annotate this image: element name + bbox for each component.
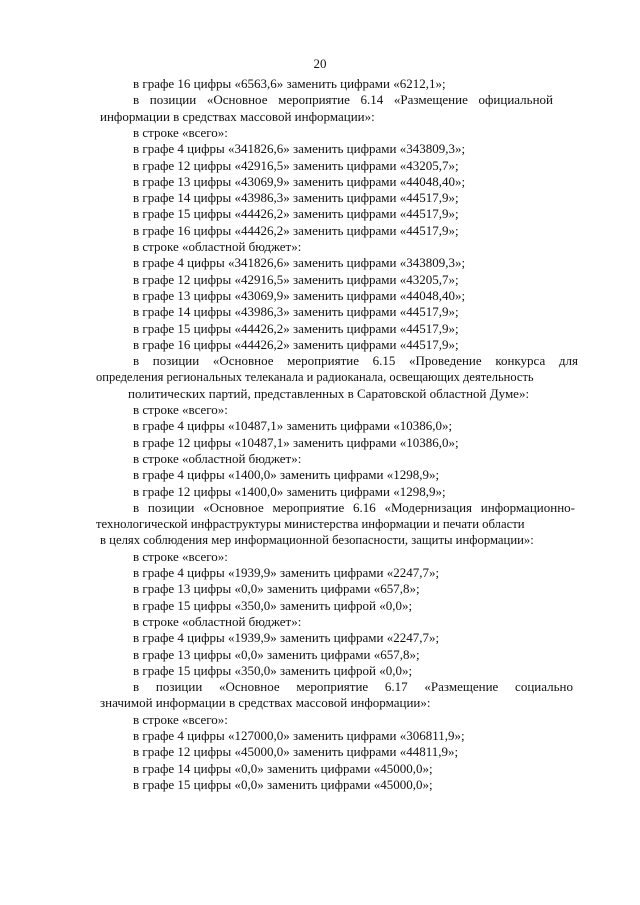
text-line: в графе 14 цифры «43986,3» заменить цифрами «44517,9»; bbox=[133, 190, 459, 206]
text-line: в графе 16 цифры «44426,2» заменить цифрами «44517,9»; bbox=[133, 336, 459, 352]
text-line: в графе 13 цифры «0,0» заменить цифрами «657,8»; bbox=[133, 646, 420, 662]
text-line: в строке «областной бюджет»: bbox=[133, 239, 302, 254]
text-line: в графе 4 цифры «1939,9» заменить цифрами «2247,7»; bbox=[133, 630, 440, 646]
text-line: в графе 13 цифры «43069,9» заменить цифрами «44048,40»; bbox=[133, 173, 466, 189]
text-line: в строке «всего»: bbox=[133, 402, 228, 417]
text-line: в графе 4 цифры «10487,1» заменить цифрами «10386,0»; bbox=[133, 418, 453, 434]
text-line: технологической инфраструктуры министерства информации и печати области bbox=[96, 517, 525, 532]
text-line: политических партий, представленных в Саратовской областной Думе»: bbox=[128, 385, 530, 401]
text-line: в позиции «Основное мероприятие 6.15 «Проведение конкурса для bbox=[133, 353, 578, 369]
text-line: в графе 15 цифры «44426,2» заменить цифрами «44517,9»; bbox=[133, 320, 459, 336]
text-line: в графе 14 цифры «43986,3» заменить цифрами «44517,9»; bbox=[133, 304, 459, 320]
text-line: в графе 4 цифры «341826,6» заменить цифрами «343809,3»; bbox=[133, 141, 466, 157]
text-line: в строке «всего»: bbox=[133, 124, 228, 140]
text-line: в графе 15 цифры «350,0» заменить цифрой «0,0»; bbox=[133, 662, 413, 678]
text-line: определения региональных телеканала и радиоканала, освещающих деятельность bbox=[96, 370, 534, 385]
text-line: в графе 4 цифры «127000,0» заменить цифрами «306811,9»; bbox=[133, 728, 465, 743]
text-line: в графе 13 цифры «0,0» заменить цифрами «657,8»; bbox=[133, 581, 420, 597]
text-line: в строке «всего»: bbox=[133, 548, 228, 564]
text-line: в графе 13 цифры «43069,9» заменить цифрами «44048,40»; bbox=[133, 287, 466, 303]
page-number: 20 bbox=[313, 56, 327, 71]
text-line: в графе 12 цифры «1400,0» заменить цифрами «1298,9»; bbox=[133, 483, 446, 499]
text-line: в позиции «Основное мероприятие 6.14 «Размещение официальной bbox=[133, 92, 553, 108]
text-line: в графе 16 цифры «44426,2» заменить цифрами «44517,9»; bbox=[133, 222, 459, 238]
text-line: в позиции «Основное мероприятие 6.16 «Модернизация информационно- bbox=[133, 499, 575, 515]
text-line: в позиции «Основное мероприятие 6.17 «Размещение социально bbox=[133, 679, 573, 695]
text-line: в графе 15 цифры «0,0» заменить цифрами «45000,0»; bbox=[133, 776, 433, 792]
text-line: в графе 12 цифры «42916,5» заменить цифрами «43205,7»; bbox=[133, 271, 459, 287]
text-line: в графе 15 цифры «350,0» заменить цифрой «0,0»; bbox=[133, 597, 413, 613]
text-line: в целях соблюдения мер информационной безопасности, защиты информации»: bbox=[100, 533, 534, 548]
text-line: в графе 4 цифры «341826,6» заменить цифрами «343809,3»; bbox=[133, 255, 466, 271]
text-line: в строке «областной бюджет»: bbox=[133, 613, 302, 629]
text-line: в графе 4 цифры «1939,9» заменить цифрами «2247,7»; bbox=[133, 565, 440, 580]
text-line: значимой информации в средствах массовой информации»: bbox=[100, 695, 431, 711]
text-line: в графе 15 цифры «44426,2» заменить цифрами «44517,9»; bbox=[133, 206, 459, 222]
text-line: в строке «областной бюджет»: bbox=[133, 450, 302, 466]
text-line: в графе 14 цифры «0,0» заменить цифрами «45000,0»; bbox=[133, 760, 433, 776]
text-line: в графе 16 цифры «6563,6» заменить цифрами «6212,1»; bbox=[133, 76, 446, 91]
text-line: в графе 12 цифры «45000,0» заменить цифрами «44811,9»; bbox=[133, 744, 459, 760]
text-line: информации в средствах массовой информации»: bbox=[100, 108, 375, 124]
text-line: в графе 12 цифры «42916,5» заменить цифрами «43205,7»; bbox=[133, 157, 459, 173]
text-line: в графе 4 цифры «1400,0» заменить цифрами «1298,9»; bbox=[133, 467, 440, 483]
text-line: в строке «всего»: bbox=[133, 711, 228, 727]
text-line: в графе 12 цифры «10487,1» заменить цифрами «10386,0»; bbox=[133, 434, 459, 450]
